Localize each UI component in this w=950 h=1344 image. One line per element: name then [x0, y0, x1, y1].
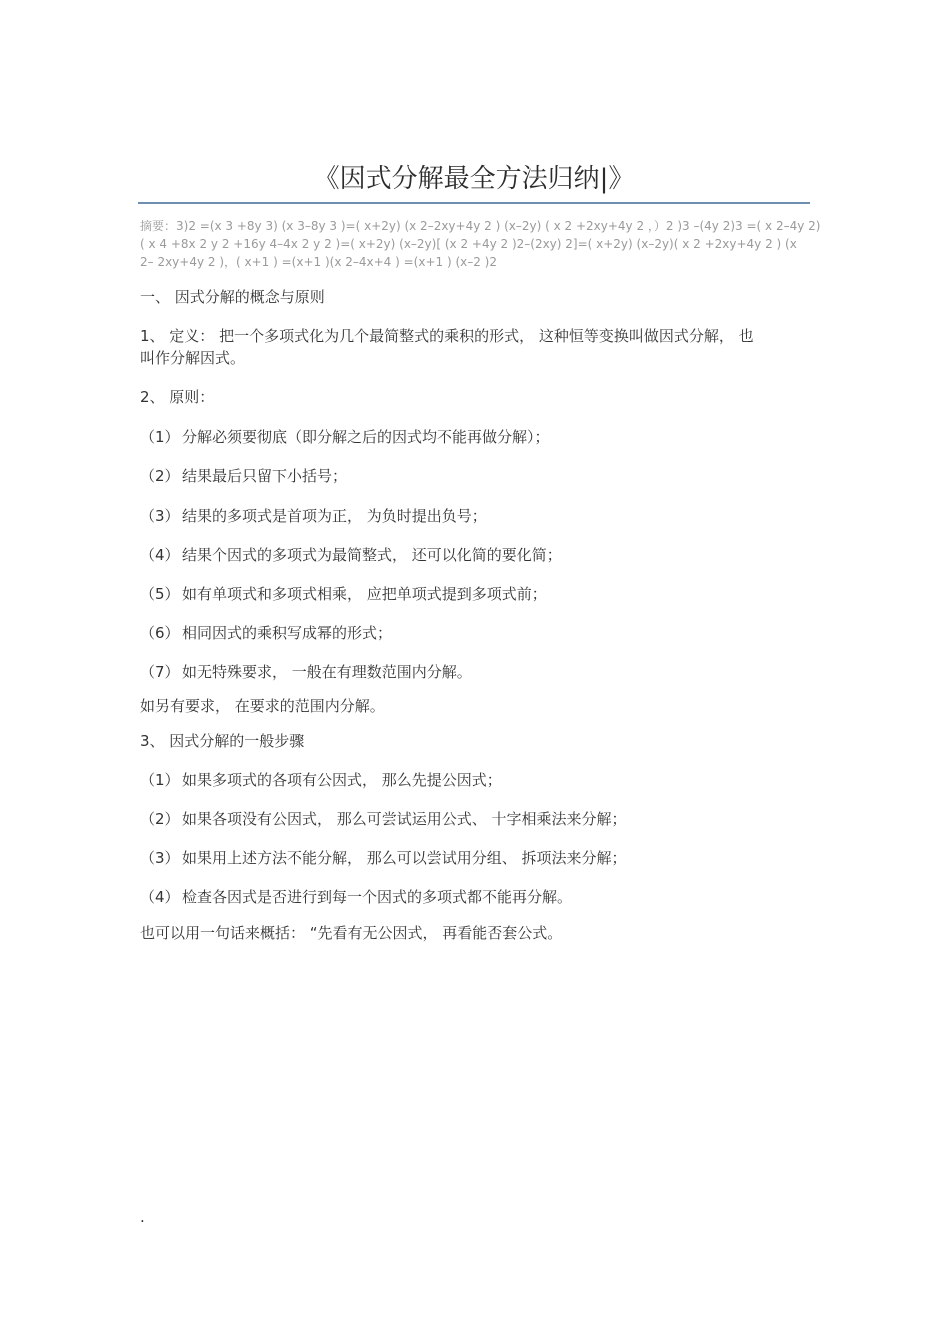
- principle-item: [140, 583, 547, 605]
- step-item: [140, 847, 627, 869]
- item-number: （5）: [140, 585, 180, 603]
- abstract-line: 摘要：3)2 =(x 3 +8y 3) (x 3–8y 3 )=( x+2y) (x 2–2xy+4y 2 ) (x–2y) ( x 2 +2xy+4y 2 ，）2 )3 –(4y 2)3 =( x 2–4y 2): [140, 219, 821, 233]
- document-title: 《因式分解最全方法归纳|》: [313, 164, 635, 194]
- section-heading: 一、 因式分解的概念与原则: [140, 288, 325, 306]
- item-number: （2）: [140, 810, 180, 828]
- item-number: （1）: [140, 428, 180, 446]
- item-number: （1）: [140, 771, 180, 789]
- summary-paragraph: 也可以用一句话来概括： “先看有无公因式， 再看能否套公式。: [140, 924, 563, 942]
- item-text: 如无特殊要求， 一般在有理数范围内分解。: [182, 663, 472, 681]
- principles-note: 如另有要求， 在要求的范围内分解。: [140, 697, 385, 715]
- principle-item: [140, 505, 487, 527]
- item-number: （6）: [140, 624, 180, 642]
- item-text: 如果多项式的各项有公因式， 那么先提公因式；: [182, 771, 502, 789]
- item-number: （4）: [140, 888, 180, 906]
- title-underline: [138, 202, 810, 204]
- definition-line: 叫作分解因式。: [140, 349, 246, 367]
- item-number: （3）: [140, 849, 180, 867]
- item-text: 相同因式的乘积写成幂的形式；: [182, 624, 393, 642]
- abstract: [140, 217, 828, 271]
- item-number: （2）: [140, 467, 180, 485]
- abstract-line: 2– 2xy+4y 2 )，( x+1 ) =(x+1 )(x 2–4x+4 ) =(x+1 ) (x–2 )2: [140, 255, 498, 269]
- item-text: 如果各项没有公因式， 那么可尝试运用公式、 十字相乘法来分解；: [182, 810, 627, 828]
- item-number: （4）: [140, 546, 180, 564]
- item-text: 如果用上述方法不能分解， 那么可以尝试用分组、 拆项法来分解；: [182, 849, 627, 867]
- item-text: 检查各因式是否进行到每一个因式的多项式都不能再分解。: [182, 888, 573, 906]
- step-item: [140, 886, 572, 908]
- footer-dot: .: [140, 1208, 145, 1226]
- item-text: 结果的多项式是首项为正， 为负时提出负号；: [182, 507, 487, 525]
- item-number: （7）: [140, 663, 180, 681]
- abstract-line: ( x 4 +8x 2 y 2 +16y 4–4x 2 y 2 )=( x+2y) (x–2y)[ (x 2 +4y 2 )2–(2xy) 2]=( x+2y) (x–2y)( x 2 +2xy+4y 2 ) (x: [140, 237, 797, 251]
- item-text: 分解必须要彻底（即分解之后的因式均不能再做分解）；: [182, 428, 550, 446]
- steps-heading: 3、 因式分解的一般步骤: [140, 732, 305, 750]
- principle-item: [140, 426, 550, 448]
- principle-item: [140, 544, 562, 566]
- definition-line: 1、 定义： 把一个多项式化为几个最简整式的乘积的形式， 这种恒等变换叫做因式分解， 也: [140, 327, 754, 345]
- item-number: （3）: [140, 507, 180, 525]
- item-text: 如有单项式和多项式相乘， 应把单项式提到多项式前；: [182, 585, 547, 603]
- step-item: [140, 808, 627, 830]
- principle-item: [140, 622, 392, 644]
- principles-heading: 2、 原则：: [140, 388, 215, 406]
- principle-item: [140, 465, 347, 487]
- principle-item: [140, 661, 472, 683]
- step-item: [140, 769, 502, 791]
- item-text: 结果最后只留下小括号；: [182, 467, 348, 485]
- definition-paragraph: [140, 325, 800, 369]
- item-text: 结果个因式的多项式为最简整式， 还可以化简的要化简；: [182, 546, 562, 564]
